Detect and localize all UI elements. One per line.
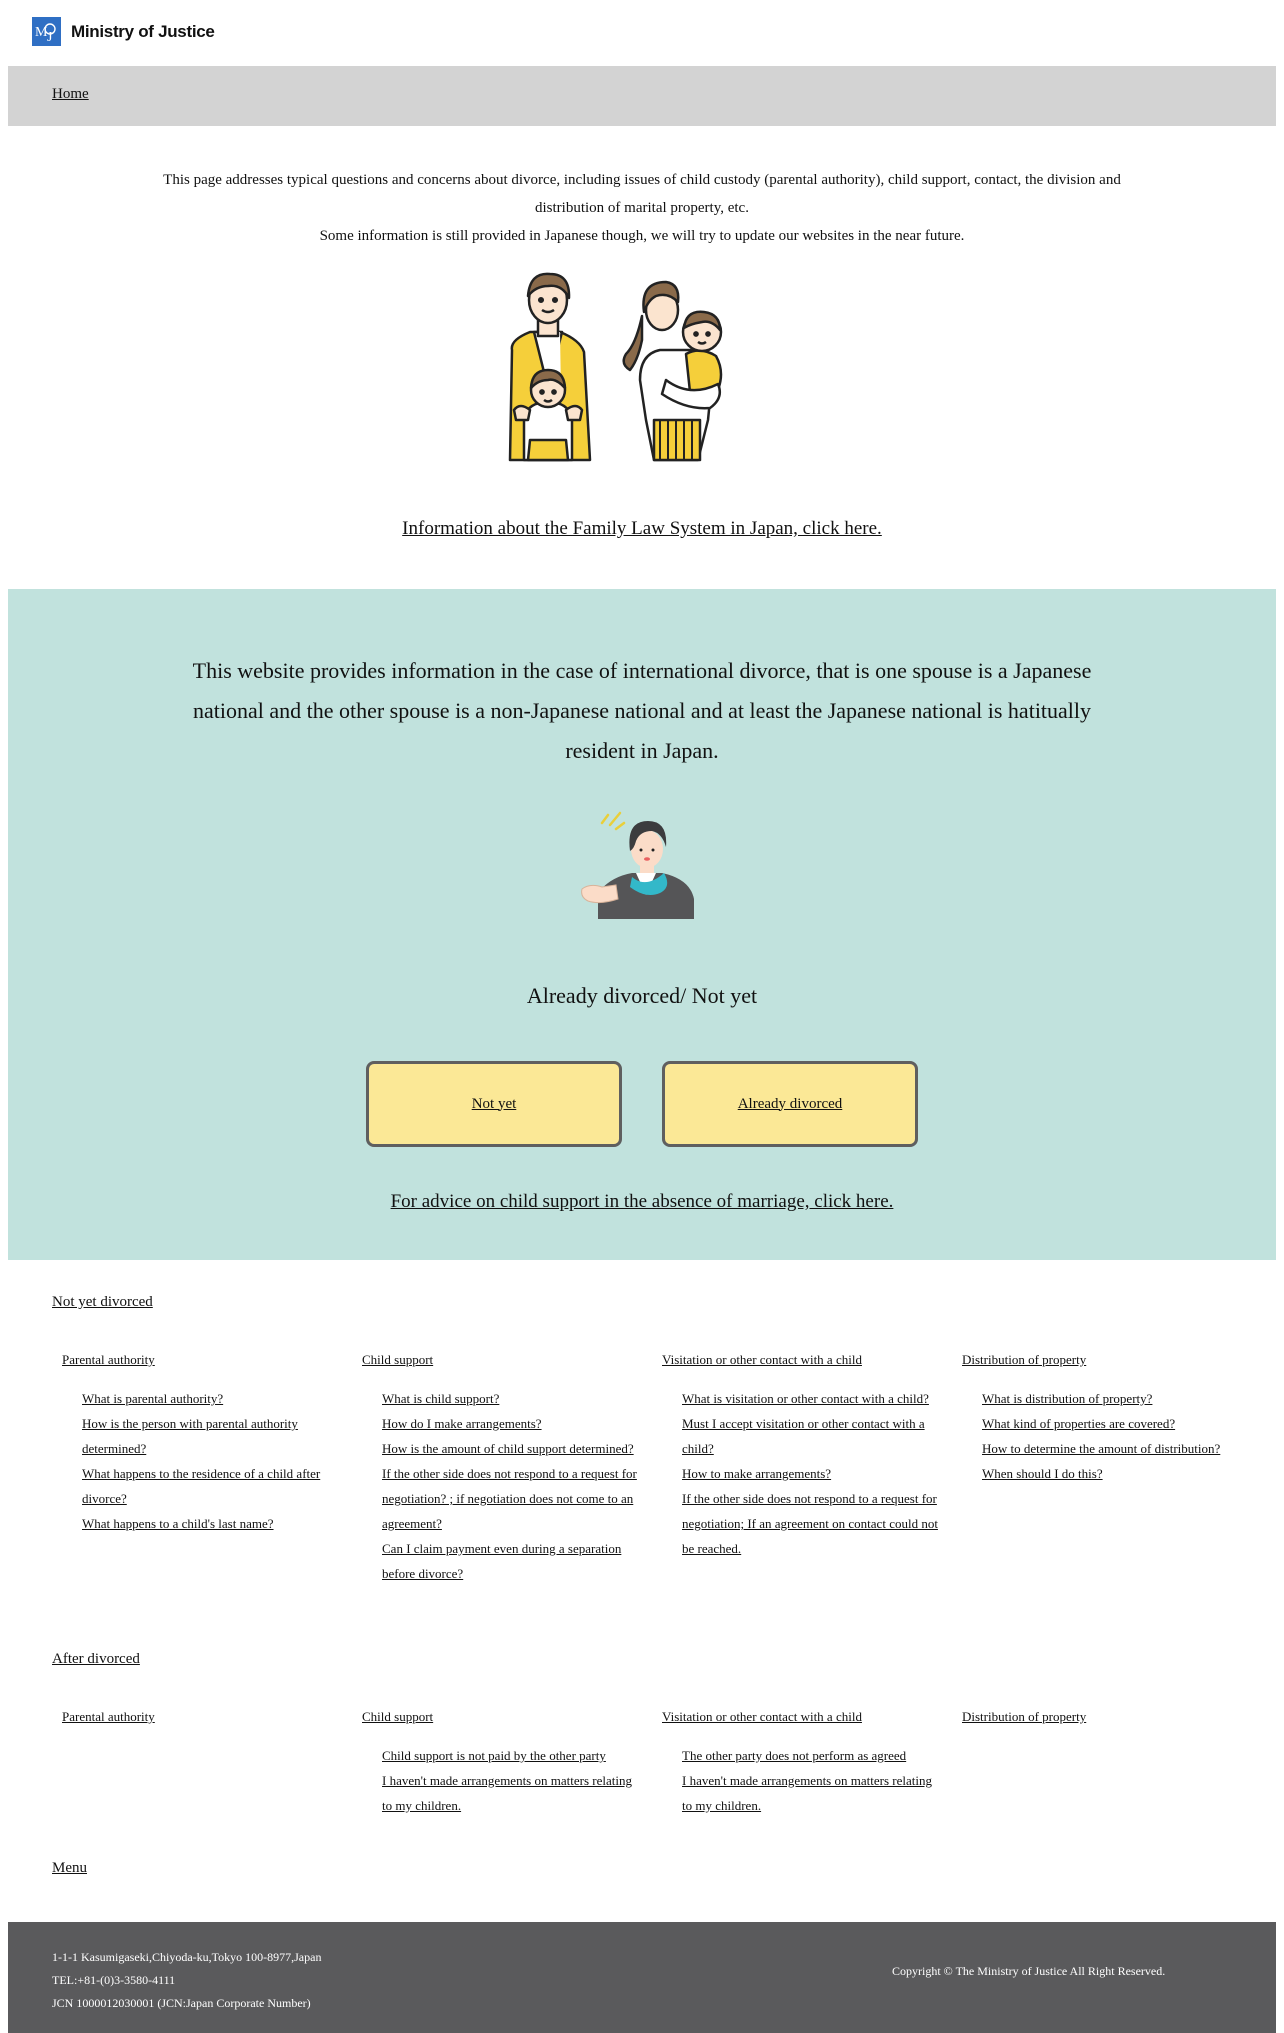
menu-link[interactable]: Menu [52, 1860, 87, 1876]
faq-link[interactable]: I haven't made arrangements on matters relating to my children. [382, 1773, 632, 1813]
not-yet-child-support-list [382, 1386, 642, 1586]
intro-paragraph-1: This page addresses typical questions and concerns about divorce, including issues of child custody (parental authority), child support, contact, the division and distribution of marital property, etc. [163, 172, 1121, 216]
not-yet-visitation-list [682, 1386, 942, 1561]
list-item [682, 1486, 942, 1561]
faq-link[interactable]: How is the amount of child support determined? [382, 1441, 634, 1456]
list-item [682, 1768, 942, 1818]
breadcrumb-home-link[interactable]: Home [52, 86, 89, 102]
faq-link[interactable]: Child support is not paid by the other party [382, 1748, 606, 1763]
faq-link[interactable]: How is the person with parental authority determined? [82, 1416, 298, 1456]
list-item [382, 1768, 642, 1818]
not-yet-distribution-list [982, 1386, 1242, 1486]
after-child-support-list [382, 1743, 642, 1818]
ministry-logo-text: Ministry of Justice [71, 21, 215, 41]
list-item [682, 1386, 942, 1411]
footer-jcn: JCN 1000012030001 (JCN:Japan Corporate Number) [52, 1996, 311, 2010]
already-divorced-button[interactable]: Already divorced [662, 1061, 918, 1147]
footer-tel: TEL:+81-(0)3-3580-4111 [52, 1973, 176, 1987]
list-item [982, 1386, 1242, 1411]
faq-link[interactable]: What is parental authority? [82, 1391, 224, 1406]
faq-link[interactable]: The other party does not perform as agreed [682, 1748, 907, 1763]
family-law-info-link[interactable]: Information about the Family Law System in Japan, click here. [402, 518, 882, 539]
footer-contact-info [52, 1946, 321, 2015]
after-divorced-heading-link[interactable]: After divorced [52, 1651, 140, 1667]
faq-link[interactable]: What happens to a child's last name? [82, 1516, 274, 1531]
list-item [982, 1411, 1242, 1436]
child-support-no-marriage-link[interactable]: For advice on child support in the absence of marriage, click here. [390, 1191, 894, 1212]
list-item [382, 1436, 642, 1461]
not-yet-divorced-heading-link[interactable]: Not yet divorced [52, 1294, 153, 1310]
list-item [82, 1411, 342, 1461]
panel-description: This website provides information in the case of international divorce, that is one spouse is a Japanese national and the other spouse is a non-Japanese national and at least the Japanese national is hatitually resident in Japan. [192, 658, 1092, 763]
faq-link[interactable]: What is visitation or other contact with a child? [682, 1391, 929, 1406]
faq-link[interactable]: What happens to the residence of a child after divorce? [82, 1466, 321, 1506]
faq-link[interactable]: How do I make arrangements? [382, 1416, 542, 1431]
not-yet-button[interactable]: Not yet [366, 1061, 622, 1147]
breadcrumb [8, 66, 1276, 126]
footer-copyright: Copyright © The Ministry of Justice All Right Reserved. [892, 1964, 1166, 1978]
faq-link[interactable]: When should I do this? [982, 1466, 1103, 1481]
international-divorce-panel [8, 589, 1276, 1260]
footer-address: 1-1-1 Kasumigaseki,Chiyoda-ku,Tokyo 100-8977,Japan [52, 1950, 322, 1964]
list-item [982, 1461, 1242, 1486]
after-parental-authority-column [52, 1709, 342, 1725]
after-visitation-column [652, 1709, 942, 1818]
intro-text [140, 166, 1144, 250]
list-item [382, 1743, 642, 1768]
site-footer [8, 1922, 1276, 2033]
after-visitation-link[interactable]: Visitation or other contact with a child [662, 1709, 862, 1724]
list-item [682, 1461, 942, 1486]
faq-link[interactable]: If the other side does not respond to a request for negotiation; If an agreement on contact could not be reached. [682, 1491, 938, 1556]
list-item [382, 1411, 642, 1436]
family-illustration [490, 270, 800, 480]
faq-link[interactable]: Can I claim payment even during a separation before divorce? [382, 1541, 622, 1581]
not-yet-visitation-column [652, 1352, 942, 1561]
site-header [0, 0, 1284, 66]
ministry-logo[interactable] [32, 17, 215, 46]
after-distribution-column [952, 1709, 1242, 1725]
after-child-support-link[interactable]: Child support [362, 1709, 434, 1724]
faq-link[interactable]: How to determine the amount of distribution? [982, 1441, 1221, 1456]
list-item [82, 1511, 342, 1536]
not-yet-child-support-column [352, 1352, 642, 1586]
list-item [82, 1461, 342, 1511]
moj-logo-icon [32, 17, 61, 46]
faq-link[interactable]: What is child support? [382, 1391, 500, 1406]
list-item [382, 1536, 642, 1586]
faq-link[interactable]: I haven't made arrangements on matters relating to my children. [682, 1773, 932, 1813]
list-item [982, 1436, 1242, 1461]
not-yet-distribution-link[interactable]: Distribution of property [962, 1352, 1087, 1367]
not-yet-parental-authority-list [82, 1386, 342, 1536]
faq-link[interactable]: Must I accept visitation or other contact with a child? [682, 1416, 925, 1456]
not-yet-distribution-column [952, 1352, 1242, 1486]
faq-link[interactable]: What kind of properties are covered? [982, 1416, 1176, 1431]
list-item [82, 1386, 342, 1411]
not-yet-child-support-link[interactable]: Child support [362, 1352, 434, 1367]
after-child-support-column [352, 1709, 642, 1818]
list-item [682, 1743, 942, 1768]
list-item [682, 1411, 942, 1461]
divorce-status-question: Already divorced/ Not yet [526, 983, 758, 1008]
guide-person-illustration [580, 807, 706, 923]
after-distribution-link[interactable]: Distribution of property [962, 1709, 1087, 1724]
faq-link[interactable]: How to make arrangements? [682, 1466, 832, 1481]
after-parental-authority-link[interactable]: Parental authority [62, 1709, 155, 1724]
svg-text:J: J [47, 30, 53, 45]
list-item [382, 1461, 642, 1536]
after-visitation-list [682, 1743, 942, 1818]
list-item [382, 1386, 642, 1411]
svg-text:M: M [35, 25, 48, 40]
faq-link[interactable]: If the other side does not respond to a request for negotiation? ; if negotiation does not come to an agreement? [382, 1466, 637, 1531]
not-yet-parental-authority-link[interactable]: Parental authority [62, 1352, 155, 1367]
intro-paragraph-2: Some information is still provided in Japanese though, we will try to update our websites in the near future. [319, 228, 965, 244]
not-yet-visitation-link[interactable]: Visitation or other contact with a child [662, 1352, 862, 1367]
not-yet-parental-authority-column [52, 1352, 342, 1536]
faq-link[interactable]: What is distribution of property? [982, 1391, 1153, 1406]
